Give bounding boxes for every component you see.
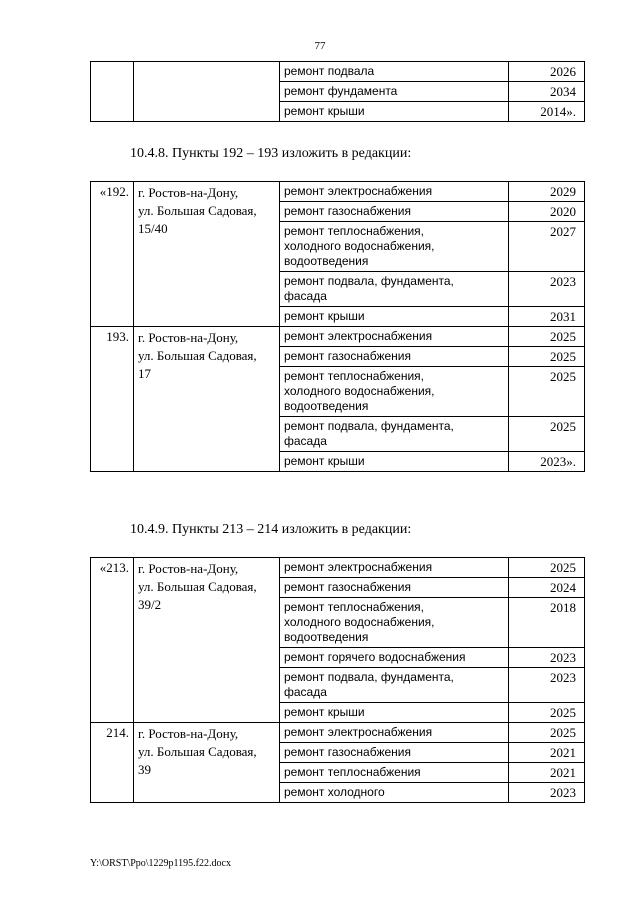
cell-line: ул. Большая Садовая, (138, 579, 257, 594)
year-cell: 2023 (509, 648, 585, 668)
year-cell: 2024 (509, 578, 585, 598)
table-points-213-214 (90, 557, 585, 803)
row-number-cell: 214. (91, 723, 134, 803)
year-cell: 2018 (509, 598, 585, 648)
year-cell: 2021 (509, 763, 585, 783)
year-cell: 2026 (509, 62, 585, 82)
year-cell: 2023 (509, 668, 585, 703)
cell-line: водоотведения (284, 254, 369, 268)
address-cell (134, 558, 280, 723)
table-row (91, 182, 585, 202)
table-row (91, 723, 585, 743)
table-row (91, 62, 585, 82)
work-cell (280, 598, 509, 648)
row-number-cell: 193. (91, 327, 134, 472)
year-cell: 2025 (509, 703, 585, 723)
work-cell: ремонт газоснабжения (280, 202, 509, 222)
cell-line: ул. Большая Садовая, (138, 744, 257, 759)
work-cell: ремонт газоснабжения (280, 347, 509, 367)
year-cell: 2025 (509, 327, 585, 347)
work-cell: ремонт подвала (280, 62, 509, 82)
year-cell: 2025 (509, 367, 585, 417)
cell-line: 15/40 (138, 221, 168, 236)
address-cell (134, 182, 280, 327)
cell-line: г. Ростов-на-Дону, (138, 185, 239, 200)
cell-line: ремонт теплоснабжения, (284, 369, 424, 383)
work-cell: ремонт электроснабжения (280, 182, 509, 202)
work-cell: ремонт газоснабжения (280, 743, 509, 763)
cell-line: ремонт подвала, фундамента, (284, 419, 454, 433)
work-cell: ремонт крыши (280, 703, 509, 723)
year-cell: 2027 (509, 222, 585, 272)
cell-line: фасада (284, 685, 327, 699)
year-cell: 2031 (509, 307, 585, 327)
work-cell (280, 668, 509, 703)
cell-line: водоотведения (284, 399, 369, 413)
work-cell: ремонт горячего водоснабжения (280, 648, 509, 668)
work-cell: ремонт крыши (280, 102, 509, 122)
cell-line: ремонт подвала, фундамента, (284, 670, 454, 684)
cell-line: ремонт подвала, фундамента, (284, 274, 454, 288)
work-cell (280, 417, 509, 452)
cell-line: ремонт теплоснабжения, (284, 600, 424, 614)
year-cell: 2025 (509, 347, 585, 367)
work-cell (280, 272, 509, 307)
work-cell (280, 222, 509, 272)
work-cell: ремонт крыши (280, 452, 509, 472)
cell-line: ул. Большая Садовая, (138, 348, 257, 363)
work-cell: ремонт электроснабжения (280, 327, 509, 347)
address-cell (134, 723, 280, 803)
cell-line: 39 (138, 762, 151, 777)
cell-line: фасада (284, 289, 327, 303)
table-points-192-193 (90, 181, 585, 472)
work-cell: ремонт электроснабжения (280, 558, 509, 578)
work-cell: ремонт электроснабжения (280, 723, 509, 743)
year-cell: 2020 (509, 202, 585, 222)
year-cell: 2021 (509, 743, 585, 763)
year-cell: 2023 (509, 272, 585, 307)
year-cell: 2014». (509, 102, 585, 122)
cell-line: холодного водоснабжения, (284, 615, 435, 629)
work-cell: ремонт холодного (280, 783, 509, 803)
cell-line: холодного водоснабжения, (284, 384, 435, 398)
file-path-footer: Y:\ORST\Ppo\1229p1195.f22.docx (90, 858, 231, 869)
cell-line: 17 (138, 366, 151, 381)
table-continued (90, 61, 585, 122)
year-cell: 2025 (509, 723, 585, 743)
cell-line: 39/2 (138, 597, 162, 612)
cell-line: ул. Большая Садовая, (138, 203, 257, 218)
cell-line: г. Ростов-на-Дону, (138, 726, 239, 741)
paragraph-10-4-9: 10.4.9. Пункты 213 – 214 изложить в редакции: (130, 522, 412, 537)
work-cell: ремонт фундамента (280, 82, 509, 102)
table-row (91, 558, 585, 578)
paragraph-10-4-8: 10.4.8. Пункты 192 – 193 изложить в редакции: (130, 146, 412, 161)
year-cell: 2025 (509, 558, 585, 578)
year-cell: 2023». (509, 452, 585, 472)
address-cell (134, 62, 280, 122)
cell-line: водоотведения (284, 630, 369, 644)
cell-line: фасада (284, 434, 327, 448)
table-row (91, 327, 585, 347)
row-number-cell: «213. (91, 558, 134, 723)
work-cell (280, 367, 509, 417)
cell-line: холодного водоснабжения, (284, 239, 435, 253)
year-cell: 2034 (509, 82, 585, 102)
work-cell: ремонт теплоснабжения (280, 763, 509, 783)
work-cell: ремонт крыши (280, 307, 509, 327)
cell-line: г. Ростов-на-Дону, (138, 561, 239, 576)
row-number-cell: «192. (91, 182, 134, 327)
cell-line: ремонт теплоснабжения, (284, 224, 424, 238)
address-cell (134, 327, 280, 472)
year-cell: 2023 (509, 783, 585, 803)
page-number: 77 (314, 40, 326, 52)
year-cell: 2029 (509, 182, 585, 202)
work-cell: ремонт газоснабжения (280, 578, 509, 598)
year-cell: 2025 (509, 417, 585, 452)
row-number-cell (91, 62, 134, 122)
cell-line: г. Ростов-на-Дону, (138, 330, 239, 345)
